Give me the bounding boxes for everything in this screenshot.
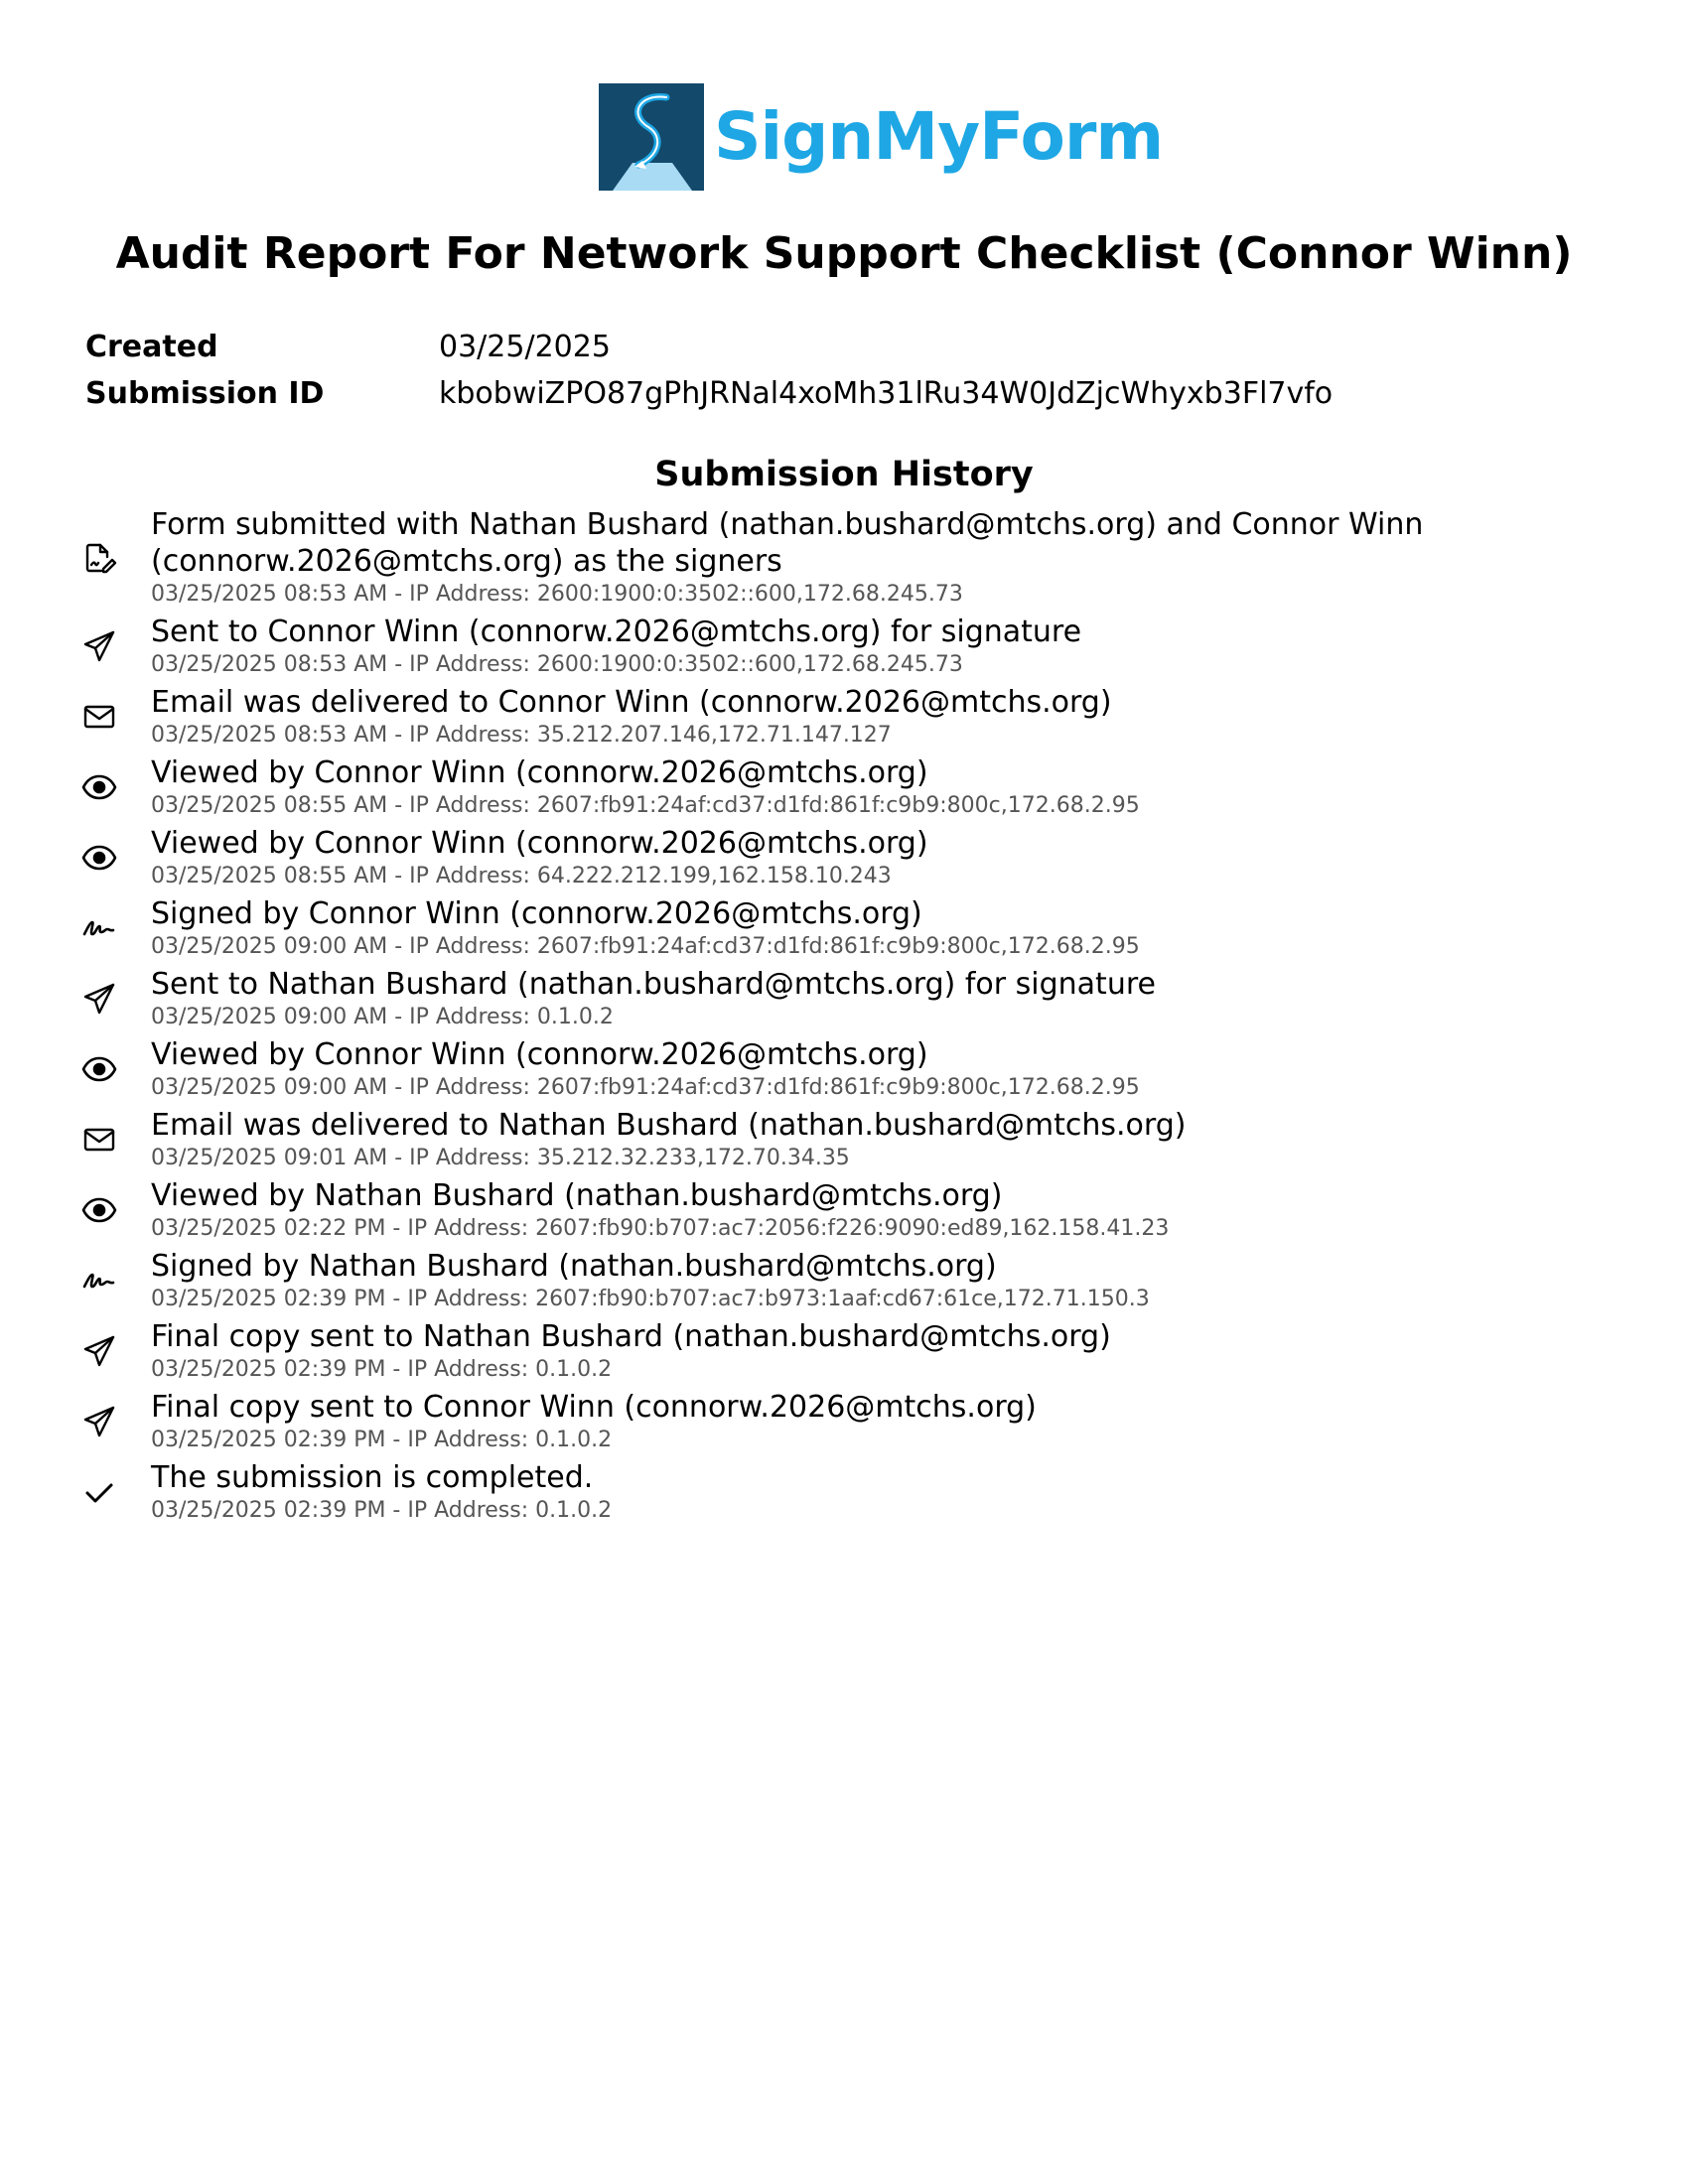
submission-history-heading: Submission History — [654, 455, 1034, 494]
history-event-detail: 03/25/2025 09:00 AM - IP Address: 0.1.0.2 — [151, 1005, 614, 1029]
history-event — [81, 614, 1491, 679]
history-event — [81, 754, 1491, 820]
report-title: Audit Report For Network Support Checklist (Connor Winn) — [115, 228, 1573, 279]
history-event-title: Signed by Connor Winn (connorw.2026@mtchs.org) — [151, 896, 922, 931]
paper-plane-icon — [81, 1404, 151, 1439]
history-event-text — [151, 684, 1491, 750]
history-event — [81, 506, 1491, 609]
report-meta — [85, 324, 1333, 417]
eye-icon — [81, 1051, 151, 1087]
history-event — [81, 1177, 1491, 1243]
history-event-title: The submission is completed. — [151, 1460, 594, 1495]
eye-icon — [81, 769, 151, 805]
history-event — [81, 1459, 1491, 1525]
history-event-text — [151, 1248, 1491, 1313]
created-value: 03/25/2025 — [439, 330, 611, 364]
history-event-text — [151, 966, 1491, 1031]
history-event — [81, 825, 1491, 890]
submission-id-value: kbobwiZPO87gPhJRNal4xoMh31lRu34W0JdZjcWhyxb3Fl7vfo — [439, 376, 1334, 411]
signature-doc-icon — [81, 540, 151, 576]
brand-logo — [599, 83, 1163, 191]
history-event-title: Signed by Nathan Bushard (nathan.bushard@mtchs.org) — [151, 1249, 997, 1284]
history-event-detail: 03/25/2025 09:00 AM - IP Address: 2607:fb91:24af:cd37:d1fd:861f:c9b9:800c,172.68.2.95 — [151, 934, 1140, 959]
history-event-title: Email was delivered to Nathan Bushard (nathan.bushard@mtchs.org) — [151, 1108, 1187, 1143]
created-row — [85, 324, 1333, 370]
history-event-detail: 03/25/2025 09:01 AM - IP Address: 35.212.32.233,172.70.34.35 — [151, 1146, 850, 1170]
history-event-text — [151, 1389, 1491, 1454]
created-label: Created — [85, 330, 218, 364]
history-event-title: Final copy sent to Connor Winn (connorw.2026@mtchs.org) — [151, 1390, 1037, 1425]
history-event-title: Final copy sent to Nathan Bushard (nathan.bushard@mtchs.org) — [151, 1319, 1111, 1354]
history-event-title: Viewed by Connor Winn (connorw.2026@mtchs.org) — [151, 755, 928, 790]
history-event-text — [151, 1036, 1491, 1102]
history-event-detail: 03/25/2025 08:55 AM - IP Address: 2607:fb91:24af:cd37:d1fd:861f:c9b9:800c,172.68.2.95 — [151, 793, 1140, 818]
history-event-text — [151, 825, 1491, 890]
history-event — [81, 895, 1491, 961]
history-event-text — [151, 1177, 1491, 1243]
history-event-title: Form submitted with Nathan Bushard (nathan.bushard@mtchs.org) and Connor Winn (connorw.2026@mtchs.org) as the signers — [151, 507, 1424, 579]
submission-history-list — [81, 506, 1491, 1530]
history-event-title: Viewed by Nathan Bushard (nathan.bushard@mtchs.org) — [151, 1178, 1003, 1213]
history-event — [81, 1036, 1491, 1102]
history-event — [81, 1389, 1491, 1454]
brand-name: SignMyForm — [714, 98, 1164, 175]
history-event-text — [151, 614, 1491, 679]
signature-icon — [81, 910, 151, 946]
history-event — [81, 966, 1491, 1031]
history-event-detail: 03/25/2025 08:53 AM - IP Address: 2600:1900:0:3502::600,172.68.245.73 — [151, 652, 963, 677]
history-event-detail: 03/25/2025 02:39 PM - IP Address: 0.1.0.2 — [151, 1498, 613, 1523]
paper-plane-icon — [81, 981, 151, 1017]
history-event-detail: 03/25/2025 02:39 PM - IP Address: 2607:fb90:b707:ac7:b973:1aaf:cd67:61ce,172.71.150.3 — [151, 1287, 1150, 1311]
history-event-text — [151, 895, 1491, 961]
history-event-title: Viewed by Connor Winn (connorw.2026@mtchs.org) — [151, 826, 928, 861]
signmyform-logo-icon — [599, 83, 704, 191]
signature-icon — [81, 1263, 151, 1298]
history-event-text — [151, 506, 1491, 609]
history-event — [81, 1107, 1491, 1172]
history-event — [81, 1248, 1491, 1313]
history-event-detail: 03/25/2025 09:00 AM - IP Address: 2607:fb91:24af:cd37:d1fd:861f:c9b9:800c,172.68.2.95 — [151, 1075, 1140, 1100]
eye-icon — [81, 1192, 151, 1228]
history-event-text — [151, 754, 1491, 820]
history-event-title: Viewed by Connor Winn (connorw.2026@mtchs.org) — [151, 1037, 928, 1072]
history-event-text — [151, 1107, 1491, 1172]
history-event-title: Sent to Nathan Bushard (nathan.bushard@mtchs.org) for signature — [151, 967, 1156, 1002]
submission-id-label: Submission ID — [85, 376, 325, 411]
history-event-detail: 03/25/2025 02:39 PM - IP Address: 0.1.0.2 — [151, 1357, 613, 1382]
history-event-detail: 03/25/2025 02:39 PM - IP Address: 0.1.0.2 — [151, 1428, 613, 1452]
history-event-detail: 03/25/2025 08:53 AM - IP Address: 35.212.207.146,172.71.147.127 — [151, 723, 892, 748]
history-event-detail: 03/25/2025 02:22 PM - IP Address: 2607:fb90:b707:ac7:2056:f226:9090:ed89,162.158.41.23 — [151, 1216, 1170, 1241]
history-event — [81, 1318, 1491, 1384]
envelope-icon — [81, 699, 151, 735]
history-event-title: Email was delivered to Connor Winn (connorw.2026@mtchs.org) — [151, 685, 1112, 720]
history-event-detail: 03/25/2025 08:55 AM - IP Address: 64.222.212.199,162.158.10.243 — [151, 864, 892, 888]
history-event-title: Sent to Connor Winn (connorw.2026@mtchs.org) for signature — [151, 614, 1082, 649]
history-event-text — [151, 1459, 1491, 1525]
paper-plane-icon — [81, 628, 151, 664]
history-event-detail: 03/25/2025 08:53 AM - IP Address: 2600:1900:0:3502::600,172.68.245.73 — [151, 582, 963, 607]
eye-icon — [81, 840, 151, 876]
envelope-icon — [81, 1122, 151, 1158]
checkmark-icon — [81, 1474, 151, 1510]
paper-plane-icon — [81, 1333, 151, 1369]
submission-id-row — [85, 370, 1333, 417]
history-event — [81, 684, 1491, 750]
history-event-text — [151, 1318, 1491, 1384]
